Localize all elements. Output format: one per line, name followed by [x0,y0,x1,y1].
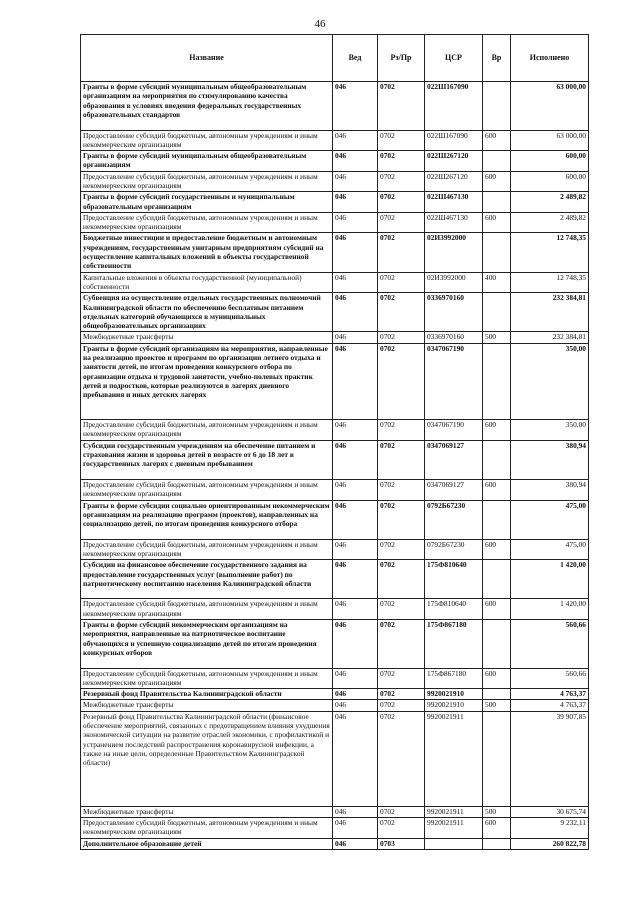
cell-vr [483,711,511,806]
cell-sum: 30 675,74 [511,806,589,817]
header-ved: Вед [333,35,378,82]
cell-ved: 046 [333,272,378,293]
cell-vr: 600 [483,130,511,151]
table-row [81,668,589,689]
cell-vr: 600 [483,668,511,689]
cell-sum: 9 232,11 [511,818,589,839]
cell-ved: 046 [333,82,378,131]
cell-ved: 046 [333,838,378,849]
cell-vr [483,500,511,539]
cell-name: Гранты в форме субсидий некоммерческим организациям на мероприятия, направленные на патриотическое воспитание обучающихся и успешную социализацию детей по итогам проведения конкурсных отборов [81,620,333,669]
table-row [81,689,589,700]
cell-rzpr: 0702 [378,212,425,233]
table-row [81,711,589,806]
cell-sum: 63 000,00 [511,82,589,131]
cell-name: Предоставление субсидий бюджетным, автономным учреждениям и иным некоммерческим организациям [81,130,333,151]
cell-rzpr: 0702 [378,539,425,560]
cell-vr: 600 [483,539,511,560]
cell-sum: 39 907,85 [511,711,589,806]
cell-ved: 046 [333,599,378,620]
cell-vr [483,689,511,700]
header-rzpr: Рз/Пр [378,35,425,82]
cell-csr: 9920021911 [425,806,483,817]
cell-name: Гранты в форме субсидий государственным и муниципальным образовательным организациям [81,192,333,213]
cell-csr: 022Ш167090 [425,82,483,131]
table-row [81,599,589,620]
cell-csr: 0792Б67230 [425,500,483,539]
cell-vr: 600 [483,599,511,620]
cell-vr [483,838,511,849]
cell-sum: 2 489,82 [511,212,589,233]
cell-name: Межбюджетные трансферты [81,700,333,711]
cell-csr: 0347069127 [425,479,483,500]
cell-csr: 022Ш467130 [425,212,483,233]
cell-rzpr: 0702 [378,599,425,620]
cell-name: Предоставление субсидий бюджетным, автономным учреждениям и иным некоммерческим организациям [81,668,333,689]
cell-csr: 022Ш267120 [425,151,483,172]
cell-rzpr: 0702 [378,440,425,479]
budget-table [80,34,589,850]
cell-sum: 1 420,00 [511,599,589,620]
cell-rzpr: 0702 [378,192,425,213]
cell-csr [425,838,483,849]
cell-vr: 600 [483,479,511,500]
cell-csr: 02И3992000 [425,233,483,272]
cell-ved: 046 [333,343,378,419]
cell-sum: 260 822,78 [511,838,589,849]
cell-name: Гранты в форме субсидий муниципальным общеобразовательным организациям [81,151,333,172]
page-number: 46 [314,18,326,30]
cell-name: Предоставление субсидий бюджетным, автономным учреждениям и иным некоммерческим организациям [81,212,333,233]
cell-sum: 475,00 [511,539,589,560]
cell-sum: 380,94 [511,479,589,500]
cell-csr: 9920021910 [425,700,483,711]
table-row [81,151,589,172]
table-row [81,212,589,233]
cell-csr: 0336970160 [425,332,483,343]
cell-ved: 046 [333,560,378,599]
cell-rzpr: 0702 [378,700,425,711]
cell-sum: 4 763,37 [511,700,589,711]
cell-rzpr: 0702 [378,668,425,689]
cell-ved: 046 [333,500,378,539]
cell-ved: 046 [333,689,378,700]
cell-sum: 380,94 [511,440,589,479]
cell-csr: 0347067190 [425,420,483,441]
cell-rzpr: 0702 [378,806,425,817]
cell-sum: 560,66 [511,668,589,689]
cell-ved: 046 [333,151,378,172]
table-row [81,500,589,539]
cell-name: Предоставление субсидий бюджетным, автономным учреждениям и иным некоммерческим организациям [81,479,333,500]
cell-csr: 9920021911 [425,818,483,839]
cell-name: Межбюджетные трансферты [81,806,333,817]
cell-name: Предоставление субсидий бюджетным, автономным учреждениям и иным некоммерческим организациям [81,539,333,560]
cell-rzpr: 0702 [378,130,425,151]
table-row [81,479,589,500]
cell-name: Резервный фонд Правительства Калининградской области [81,689,333,700]
table-row [81,440,589,479]
table-row [81,560,589,599]
cell-rzpr: 0702 [378,272,425,293]
header-done: Исполнено [511,35,589,82]
cell-rzpr: 0702 [378,151,425,172]
cell-sum: 2 489,82 [511,192,589,213]
cell-vr [483,620,511,669]
cell-vr [483,293,511,332]
cell-vr [483,82,511,131]
cell-rzpr: 0702 [378,479,425,500]
cell-ved: 046 [333,130,378,151]
cell-name: Предоставление субсидий бюджетным, автономным учреждениям и иным некоммерческим организациям [81,599,333,620]
cell-name: Гранты в форме субсидий организациям на мероприятия, направленные на реализацию проектов и программ по организации летнего отдыха и занятости детей, по итогам проведения конкурсного отбора по организации отдыха и трудовой занятости, учебно-полевых практик детей и подростков, которые реализуются в лагерях дневного пребывания и иных детских лагерях [81,343,333,419]
cell-vr [483,151,511,172]
cell-csr: 022Ш167090 [425,130,483,151]
cell-ved: 046 [333,293,378,332]
cell-name: Межбюджетные трансферты [81,332,333,343]
cell-rzpr: 0703 [378,838,425,849]
cell-sum: 12 748,35 [511,272,589,293]
cell-ved: 046 [333,711,378,806]
cell-vr [483,233,511,272]
cell-vr: 500 [483,700,511,711]
cell-rzpr: 0702 [378,332,425,343]
cell-sum: 350,00 [511,343,589,419]
cell-ved: 046 [333,233,378,272]
table-row [81,620,589,669]
table-header-row [81,35,589,82]
cell-ved: 046 [333,171,378,192]
table-row [81,293,589,332]
cell-vr: 500 [483,332,511,343]
cell-vr: 600 [483,818,511,839]
cell-sum: 63 000,00 [511,130,589,151]
cell-csr: 175Ф867180 [425,668,483,689]
cell-name: Предоставление субсидий бюджетным, автономным учреждениям и иным некоммерческим организациям [81,171,333,192]
table-row [81,130,589,151]
cell-vr: 600 [483,171,511,192]
cell-name: Предоставление субсидий бюджетным, автономным учреждениям и иным некоммерческим организациям [81,818,333,839]
table-row [81,420,589,441]
cell-name: Гранты в форме субсидий муниципальным общеобразовательным организациям на мероприятия по стимулированию качества образования в условиях введения федеральных государственных образовательных стандартов [81,82,333,131]
cell-vr: 400 [483,272,511,293]
table-row [81,806,589,817]
cell-vr: 500 [483,806,511,817]
cell-rzpr: 0702 [378,711,425,806]
cell-csr: 0336970160 [425,293,483,332]
cell-rzpr: 0702 [378,343,425,419]
header-name: Название [81,35,333,82]
cell-rzpr: 0702 [378,171,425,192]
cell-rzpr: 0702 [378,293,425,332]
cell-ved: 046 [333,700,378,711]
cell-ved: 046 [333,192,378,213]
cell-name: Дополнительное образование детей [81,838,333,849]
cell-csr: 9920021910 [425,689,483,700]
cell-sum: 232 384,81 [511,293,589,332]
cell-csr: 9920021911 [425,711,483,806]
cell-vr [483,343,511,419]
table-row [81,171,589,192]
table-body [81,82,589,850]
cell-ved: 046 [333,818,378,839]
cell-rzpr: 0702 [378,689,425,700]
cell-sum: 475,00 [511,500,589,539]
table-row [81,838,589,849]
cell-sum: 560,66 [511,620,589,669]
cell-vr [483,560,511,599]
table-row [81,343,589,419]
cell-ved: 046 [333,539,378,560]
cell-csr: 02И3992000 [425,272,483,293]
table-row [81,539,589,560]
cell-csr: 0792Б67230 [425,539,483,560]
cell-name: Капитальные вложения в объекты государственной (муниципальной) собственности [81,272,333,293]
cell-name: Гранты в форме субсидии социально ориентированным некоммерческим организациям на реализацию программ (проектов), направленных на социализацию детей, по итогам проведения конкурсного отбора [81,500,333,539]
cell-ved: 046 [333,440,378,479]
header-vr: Вр [483,35,511,82]
cell-vr [483,440,511,479]
cell-rzpr: 0702 [378,233,425,272]
cell-sum: 350,00 [511,420,589,441]
cell-csr: 175Ф810640 [425,599,483,620]
cell-name: Субсидии государственным учреждениям на обеспечение питанием и страхования жизни и здоровья детей в возрасте от 6 до 18 лет в государственных лагерях с дневным пребыванием [81,440,333,479]
cell-sum: 4 763,37 [511,689,589,700]
cell-csr: 175Ф867180 [425,620,483,669]
table-row [81,82,589,131]
cell-ved: 046 [333,620,378,669]
cell-name: Бюджетные инвестиции и предоставление бюджетным и автономным учреждениям, государственным унитарным предприятиям субсидий на осуществление капитальных вложений в объекты государственной собственности [81,233,333,272]
table-row [81,272,589,293]
cell-ved: 046 [333,668,378,689]
cell-vr: 600 [483,420,511,441]
cell-sum: 12 748,35 [511,233,589,272]
cell-rzpr: 0702 [378,420,425,441]
cell-sum: 1 420,00 [511,560,589,599]
cell-name: Субвенция на осуществление отдельных государственных полномочий Калининградской области по обеспечению бесплатным питанием отдельных категорий обучающихся в муниципальных общеобразовательных организациях [81,293,333,332]
cell-csr: 022Ш267120 [425,171,483,192]
cell-rzpr: 0702 [378,500,425,539]
cell-name: Субсидии на финансовое обеспечение государственного задания на предоставление государственных услуг (выполнение работ) по патриотическому воспитанию населения Калининградской области [81,560,333,599]
table-row [81,700,589,711]
cell-csr: 175Ф810640 [425,560,483,599]
cell-ved: 046 [333,212,378,233]
cell-vr: 600 [483,212,511,233]
cell-ved: 046 [333,479,378,500]
cell-sum: 600,00 [511,151,589,172]
table-row [81,818,589,839]
cell-csr: 0347067190 [425,343,483,419]
cell-rzpr: 0702 [378,620,425,669]
cell-ved: 046 [333,332,378,343]
cell-rzpr: 0702 [378,82,425,131]
table-row [81,192,589,213]
table-row [81,233,589,272]
cell-vr [483,192,511,213]
cell-csr: 0347069127 [425,440,483,479]
cell-csr: 022Ш467130 [425,192,483,213]
cell-sum: 600,00 [511,171,589,192]
table-row [81,332,589,343]
cell-sum: 232 384,81 [511,332,589,343]
cell-rzpr: 0702 [378,560,425,599]
cell-ved: 046 [333,806,378,817]
cell-ved: 046 [333,420,378,441]
header-csr: ЦСР [425,35,483,82]
cell-name: Предоставление субсидий бюджетным, автономным учреждениям и иным некоммерческим организациям [81,420,333,441]
cell-rzpr: 0702 [378,818,425,839]
cell-name: Резервный фонд Правительства Калининградской области (финансовое обеспечение мероприятий, связанных с предотвращением влияния ухудшения экономической ситуации на развитие отраслей экономики, с профилактикой и устранением последствий распространения коронавирусной инфекции, а также на иные цели, определенные Правительством Калининградской области) [81,711,333,806]
